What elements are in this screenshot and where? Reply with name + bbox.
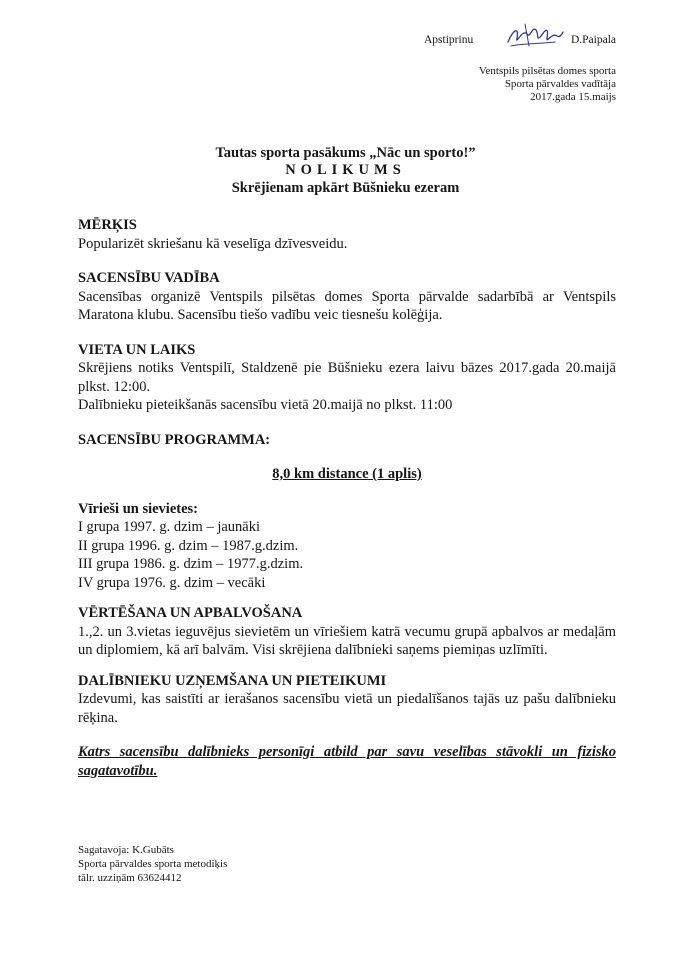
signature-icon	[505, 20, 565, 52]
prepared-by-position: Sporta pārvaldes sporta metodiķis	[78, 858, 228, 870]
section-heading-place-time: VIETA UN LAIKS	[78, 341, 196, 358]
groups-heading: Vīrieši un sievietes:	[78, 500, 199, 517]
section-text-registration: Dalībnieku pieteikšanās sacensību vietā 20.maijā no plkst. 11:00	[78, 397, 453, 413]
responsibility-note: Katrs sacensību dalībnieks personīgi atbild par savu veselības stāvokli un fizisko sagatavotību.	[78, 744, 616, 779]
approver-name: D.Paipala	[570, 34, 616, 46]
event-title: Tautas sporta pasākums „Nāc un sporto!”	[215, 145, 476, 161]
section-heading-awards: VĒRTĒŠANA UN APBALVOŠANA	[78, 605, 303, 621]
section-heading-program: SACENSĪBU PROGRAMMA:	[78, 431, 271, 448]
distance-label: 8,0 km distance (1 aplis)	[272, 466, 422, 482]
approver-title-line: Ventspils pilsētas domes sporta	[478, 65, 616, 77]
section-text-management: Sacensības organizē Ventspils pilsētas domes Sporta pārvalde sadarbībā ar Ventspils Maratona klubu. Sacensību tiešo vadību veic tiesnešu kolēģija.	[78, 288, 616, 323]
section-heading-management: SACENSĪBU VADĪBA	[78, 270, 220, 286]
document-title-block	[0, 144, 691, 198]
prepared-by-name: Sagatavoja: K.Gubāts	[78, 844, 174, 856]
age-group-row: II grupa 1996. g. dzim – 1987.g.dzim.	[78, 537, 299, 554]
document-type: NOLIKUMS	[285, 162, 406, 178]
section-heading-goal: MĒRĶIS	[78, 217, 137, 233]
approver-title-line: Sporta pārvaldes vadītāja	[504, 78, 616, 90]
section-text-awards: 1.,2. un 3.vietas ieguvējus sievietēm un vīriešiem katrā vecumu grupā apbalvos ar medaļām un diplomiem, kā arī balvām. Visi skrējiena dalībnieki saņems piemiņas uzlīmīti.	[78, 623, 616, 658]
approval-date: 2017.gada 15.maijs	[530, 91, 616, 103]
document-body	[78, 216, 616, 780]
age-group-row: IV grupa 1976. g. dzim – vecāki	[78, 574, 266, 591]
prepared-by-phone: tālr. uzziņām 63624412	[78, 872, 182, 884]
approval-line	[380, 30, 616, 46]
section-text-place-time: Skrējiens notiks Ventspilī, Staldzenē pie Būšnieku ezera laivu bāzes 2017.gada 20.maijā plkst. 12:00.	[78, 360, 616, 395]
approve-word: Apstiprinu	[424, 34, 474, 46]
age-group-row: I grupa 1997. g. dzim – jaunāki	[78, 519, 261, 535]
section-text-participation: Izdevumi, kas saistīti ar ierašanos sacensību vietā un piedalīšanos tajās uz pašu dalībnieku rēķina.	[78, 691, 616, 726]
prepared-by-block	[78, 843, 227, 885]
section-heading-participation: DALĪBNIEKU UZŅEMŠANA UN PIETEIKUMI	[78, 672, 387, 689]
approver-title	[380, 65, 616, 104]
document-subtitle: Skrējienam apkārt Būšnieku ezeram	[231, 180, 460, 196]
age-group-row: III grupa 1986. g. dzim – 1977.g.dzim.	[78, 556, 304, 572]
approval-block	[380, 30, 616, 104]
section-text-goal: Popularizēt skriešanu kā veselīga dzīvesveidu.	[78, 235, 348, 252]
